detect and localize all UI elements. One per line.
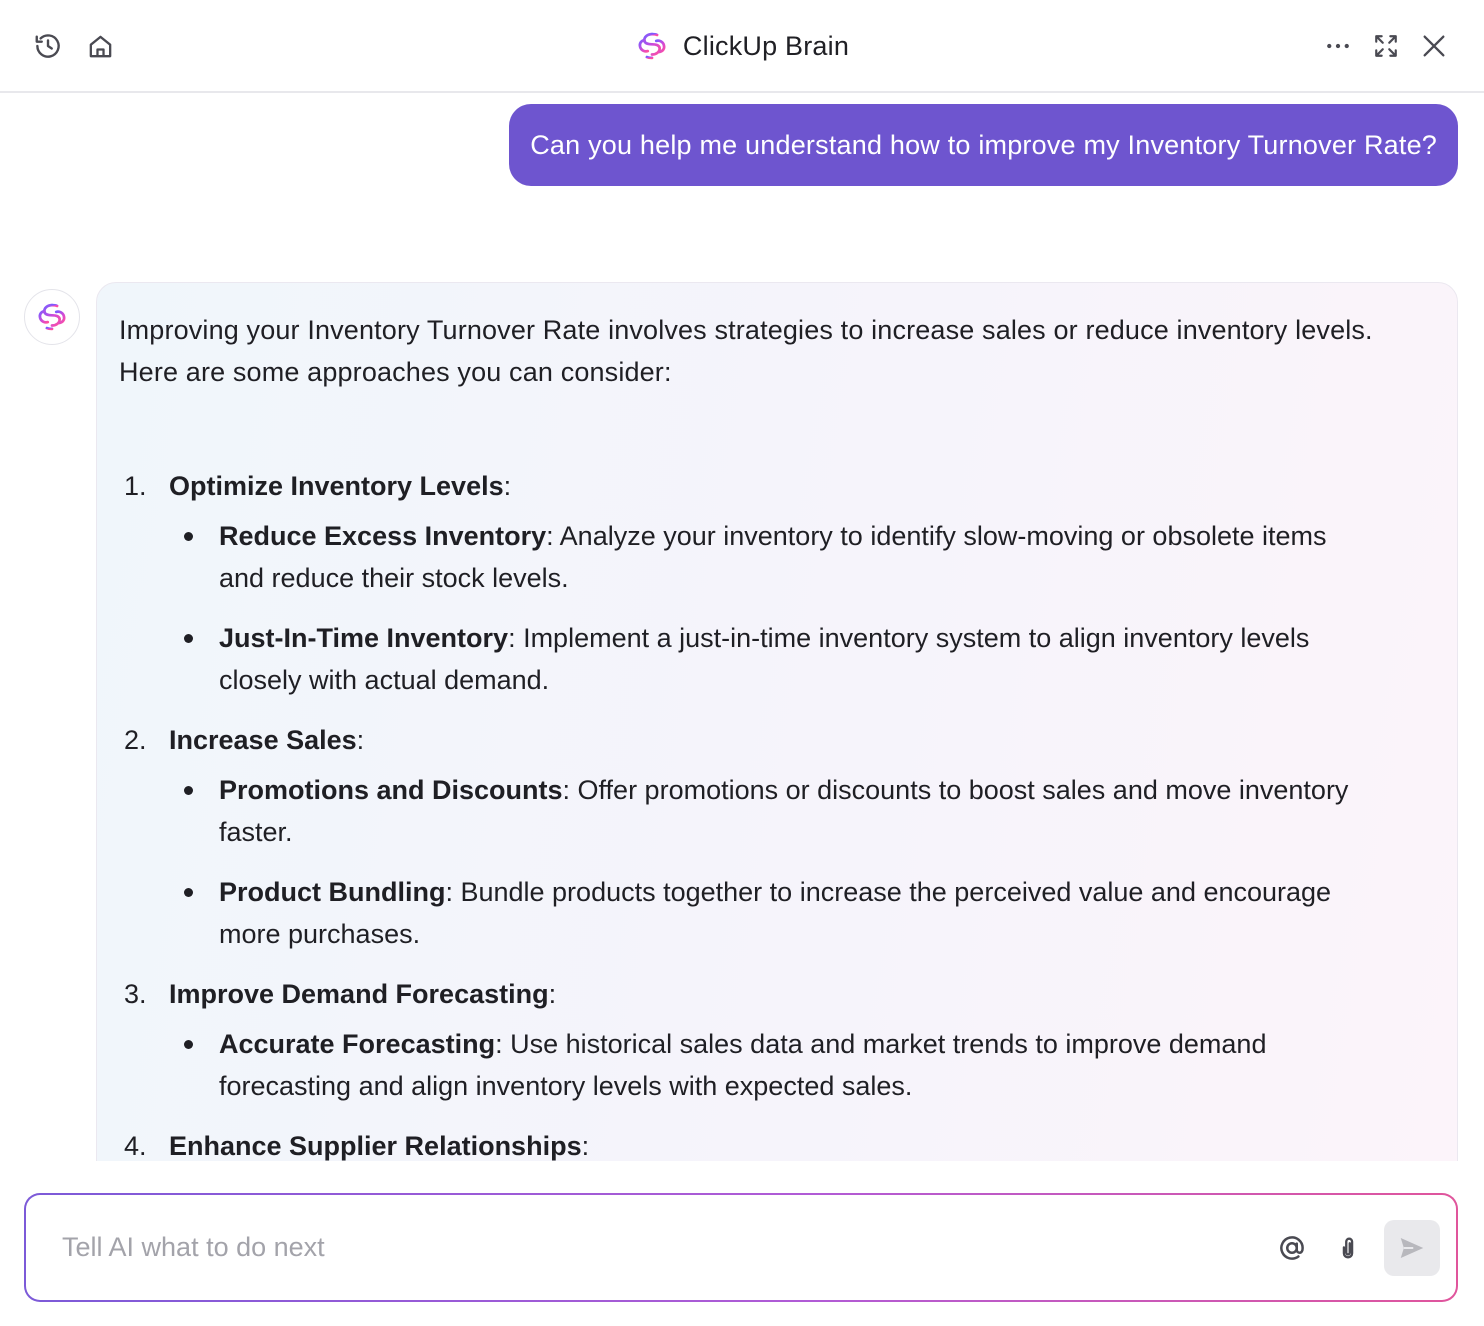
composer [24, 1193, 1458, 1302]
bullet-text: : Implement a just-in-time inventory system to align inventory levels closely with actual demand. [219, 623, 1310, 695]
close-icon [1420, 32, 1448, 60]
bullet-item [169, 871, 1435, 955]
bullet-item [169, 1023, 1435, 1107]
list-item-number: 4. [124, 1131, 147, 1161]
bullet-text: : Offer promotions or discounts to boost sales and move inventory faster. [219, 775, 1349, 847]
list-item-title: Enhance Supplier Relationships [169, 1131, 582, 1161]
mention-button[interactable] [1272, 1228, 1312, 1268]
bullet-item [169, 617, 1435, 701]
header-title-group [0, 28, 1484, 64]
ai-response-intro: Improving your Inventory Turnover Rate involves strategies to increase sales or reduce inventory levels. Here are some approaches you can consider: [119, 315, 1373, 387]
list-item [119, 1125, 1435, 1161]
clickup-brain-logo [35, 300, 69, 334]
list-item-suffix: : [503, 471, 512, 501]
list-item-title: Increase Sales [169, 725, 357, 755]
more-options-button[interactable] [1318, 26, 1358, 66]
attach-button[interactable] [1328, 1228, 1368, 1268]
bullet-title: Accurate Forecasting [219, 1029, 496, 1059]
bullet-title: Just-In-Time Inventory [219, 623, 509, 653]
list-item-suffix: : [581, 1131, 590, 1161]
list-item-title: Optimize Inventory Levels [169, 471, 504, 501]
list-item-suffix: : [356, 725, 365, 755]
chat-scroll-area[interactable] [0, 95, 1484, 1161]
strategy-list [119, 465, 1435, 1161]
bullet-title: Reduce Excess Inventory [219, 521, 547, 551]
ai-response-card [96, 282, 1458, 1161]
paperclip-icon [1334, 1234, 1362, 1262]
bullet-item [169, 769, 1435, 853]
list-item-number: 3. [124, 979, 147, 1009]
bullet-title: Product Bundling [219, 877, 446, 907]
list-item-number: 1. [124, 471, 147, 501]
header-bar [0, 0, 1484, 93]
send-icon [1397, 1233, 1427, 1263]
list-item-suffix: : [548, 979, 557, 1009]
send-button[interactable] [1384, 1220, 1440, 1276]
bullet-item [169, 515, 1435, 599]
list-item [119, 973, 1435, 1107]
list-item [119, 719, 1435, 955]
user-message-bubble: Can you help me understand how to improve my Inventory Turnover Rate? [509, 104, 1458, 186]
bullet-text: : Bundle products together to increase the perceived value and encourage more purchases. [219, 877, 1332, 949]
page-title: ClickUp Brain [682, 30, 850, 61]
expand-button[interactable] [1366, 26, 1406, 66]
clickup-brain-logo [635, 29, 669, 63]
bullet-text: : Analyze your inventory to identify slow-moving or obsolete items and reduce their stock levels. [219, 521, 1327, 593]
at-sign-icon [1277, 1233, 1307, 1263]
bullet-text: : Use historical sales data and market trends to improve demand forecasting and align inventory levels with expected sales. [219, 1029, 1267, 1101]
expand-icon [1373, 33, 1399, 59]
close-button[interactable] [1414, 26, 1454, 66]
more-horizontal-icon [1323, 31, 1353, 61]
prompt-input[interactable] [62, 1223, 1242, 1271]
list-item-title: Improve Demand Forecasting [169, 979, 549, 1009]
bullet-title: Promotions and Discounts [219, 775, 563, 805]
composer-inner [26, 1195, 1456, 1300]
list-item-number: 2. [124, 725, 147, 755]
list-item [119, 465, 1435, 701]
ai-avatar [24, 289, 80, 345]
